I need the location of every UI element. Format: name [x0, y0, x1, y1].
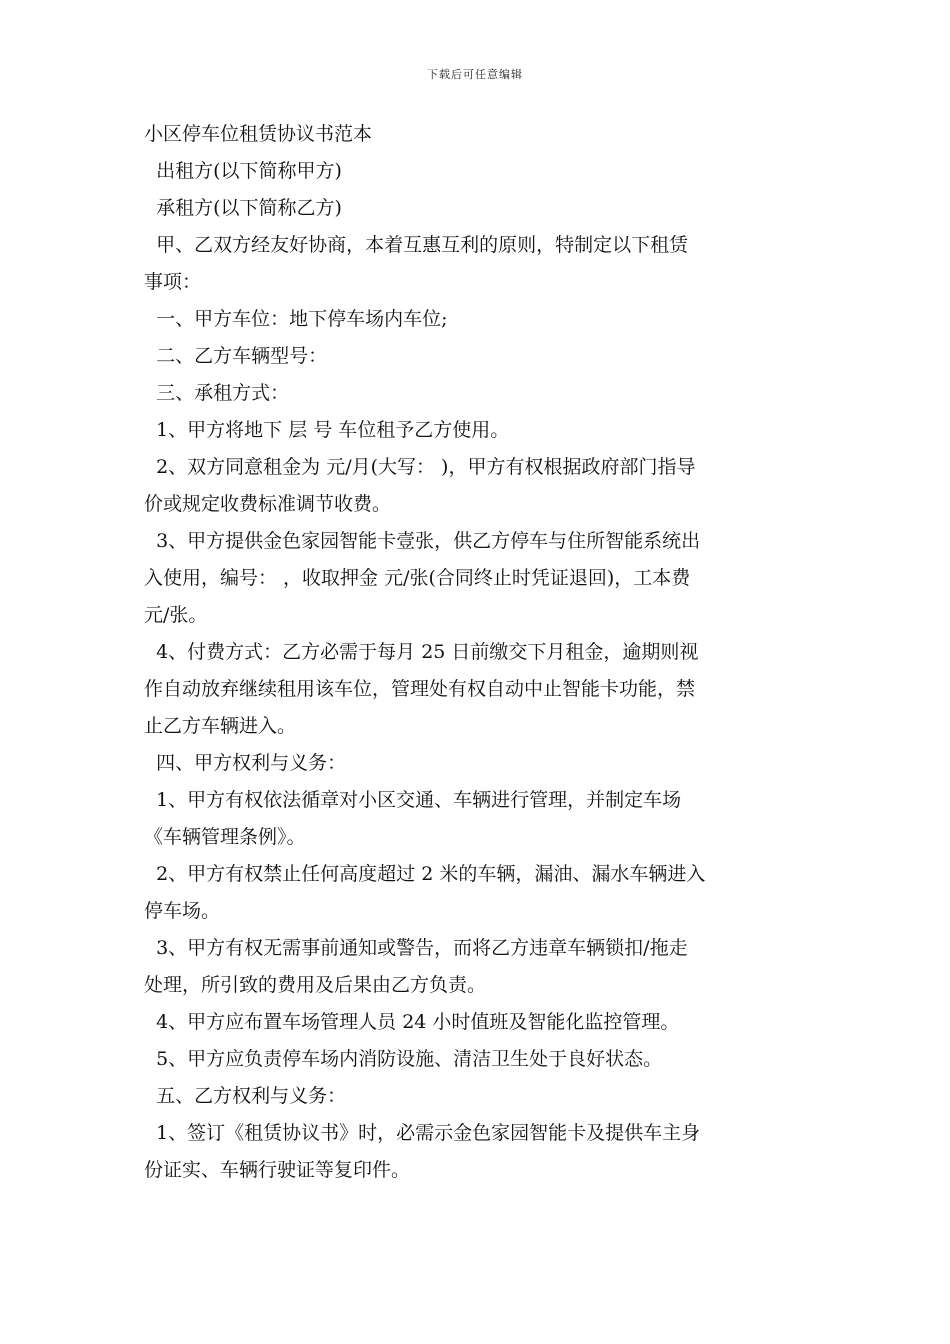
- paragraph-line: 入使用，编号： ，收取押金 元/张(合同终止时凭证退回)，工本费: [144, 567, 691, 589]
- paragraph-line: 止乙方车辆进入。: [144, 715, 297, 737]
- paragraph-line: 五、乙方权利与义务：: [144, 1085, 347, 1107]
- paragraph-line: 出租方(以下简称甲方): [144, 160, 342, 182]
- paragraph-line: 《车辆管理条例》。: [144, 826, 306, 848]
- paragraph-line: 3、甲方有权无需事前通知或警告，而将乙方违章车辆锁扣/拖走: [144, 937, 688, 959]
- paragraph-line: 4、付费方式：乙方必需于每月 25 日前缴交下月租金，逾期则视: [144, 641, 699, 663]
- paragraph-line: 1、甲方将地下 层 号 车位租予乙方使用。: [144, 419, 510, 441]
- document-title: 小区停车位租赁协议书范本: [144, 123, 373, 145]
- paragraph-line: 四、甲方权利与义务：: [144, 752, 347, 774]
- paragraph-line: 2、双方同意租金为 元/月(大写： )，甲方有权根据政府部门指导: [144, 456, 696, 478]
- document-body: [144, 116, 806, 1189]
- page-header: 下载后可任意编辑: [427, 68, 523, 81]
- paragraph-line: 元/张。: [144, 604, 208, 626]
- paragraph-line: 4、甲方应布置车场管理人员 24 小时值班及智能化监控管理。: [144, 1011, 680, 1033]
- paragraph-line: 3、甲方提供金色家园智能卡壹张，供乙方停车与住所智能系统出: [144, 530, 701, 552]
- paragraph-line: 承租方(以下简称乙方): [144, 197, 342, 219]
- paragraph-line: 停车场。: [144, 900, 221, 922]
- paragraph-line: 三、承租方式：: [144, 382, 290, 404]
- paragraph-line: 作自动放弃继续租用该车位，管理处有权自动中止智能卡功能，禁: [144, 678, 696, 700]
- paragraph-line: 甲、乙双方经友好协商，本着互惠互利的原则，特制定以下租赁: [144, 234, 689, 256]
- paragraph-line: 价或规定收费标准调节收费。: [144, 493, 392, 515]
- paragraph-line: 2、甲方有权禁止任何高度超过 2 米的车辆，漏油、漏水车辆进入: [144, 863, 706, 885]
- paragraph-line: 5、甲方应负责停车场内消防设施、清洁卫生处于良好状态。: [144, 1048, 663, 1070]
- paragraph-line: 份证实、车辆行驶证等复印件。: [144, 1159, 411, 1181]
- paragraph-line: 一、甲方车位：地下停车场内车位;: [144, 308, 448, 330]
- paragraph-line: 二、乙方车辆型号：: [144, 345, 328, 367]
- paragraph-line: 事项：: [144, 271, 202, 293]
- paragraph-line: 处理，所引致的费用及后果由乙方负责。: [144, 974, 487, 996]
- paragraph-line: 1、甲方有权依法循章对小区交通、车辆进行管理，并制定车场: [144, 789, 682, 811]
- paragraph-line: 1、签订《租赁协议书》时，必需示金色家园智能卡及提供车主身: [144, 1122, 701, 1144]
